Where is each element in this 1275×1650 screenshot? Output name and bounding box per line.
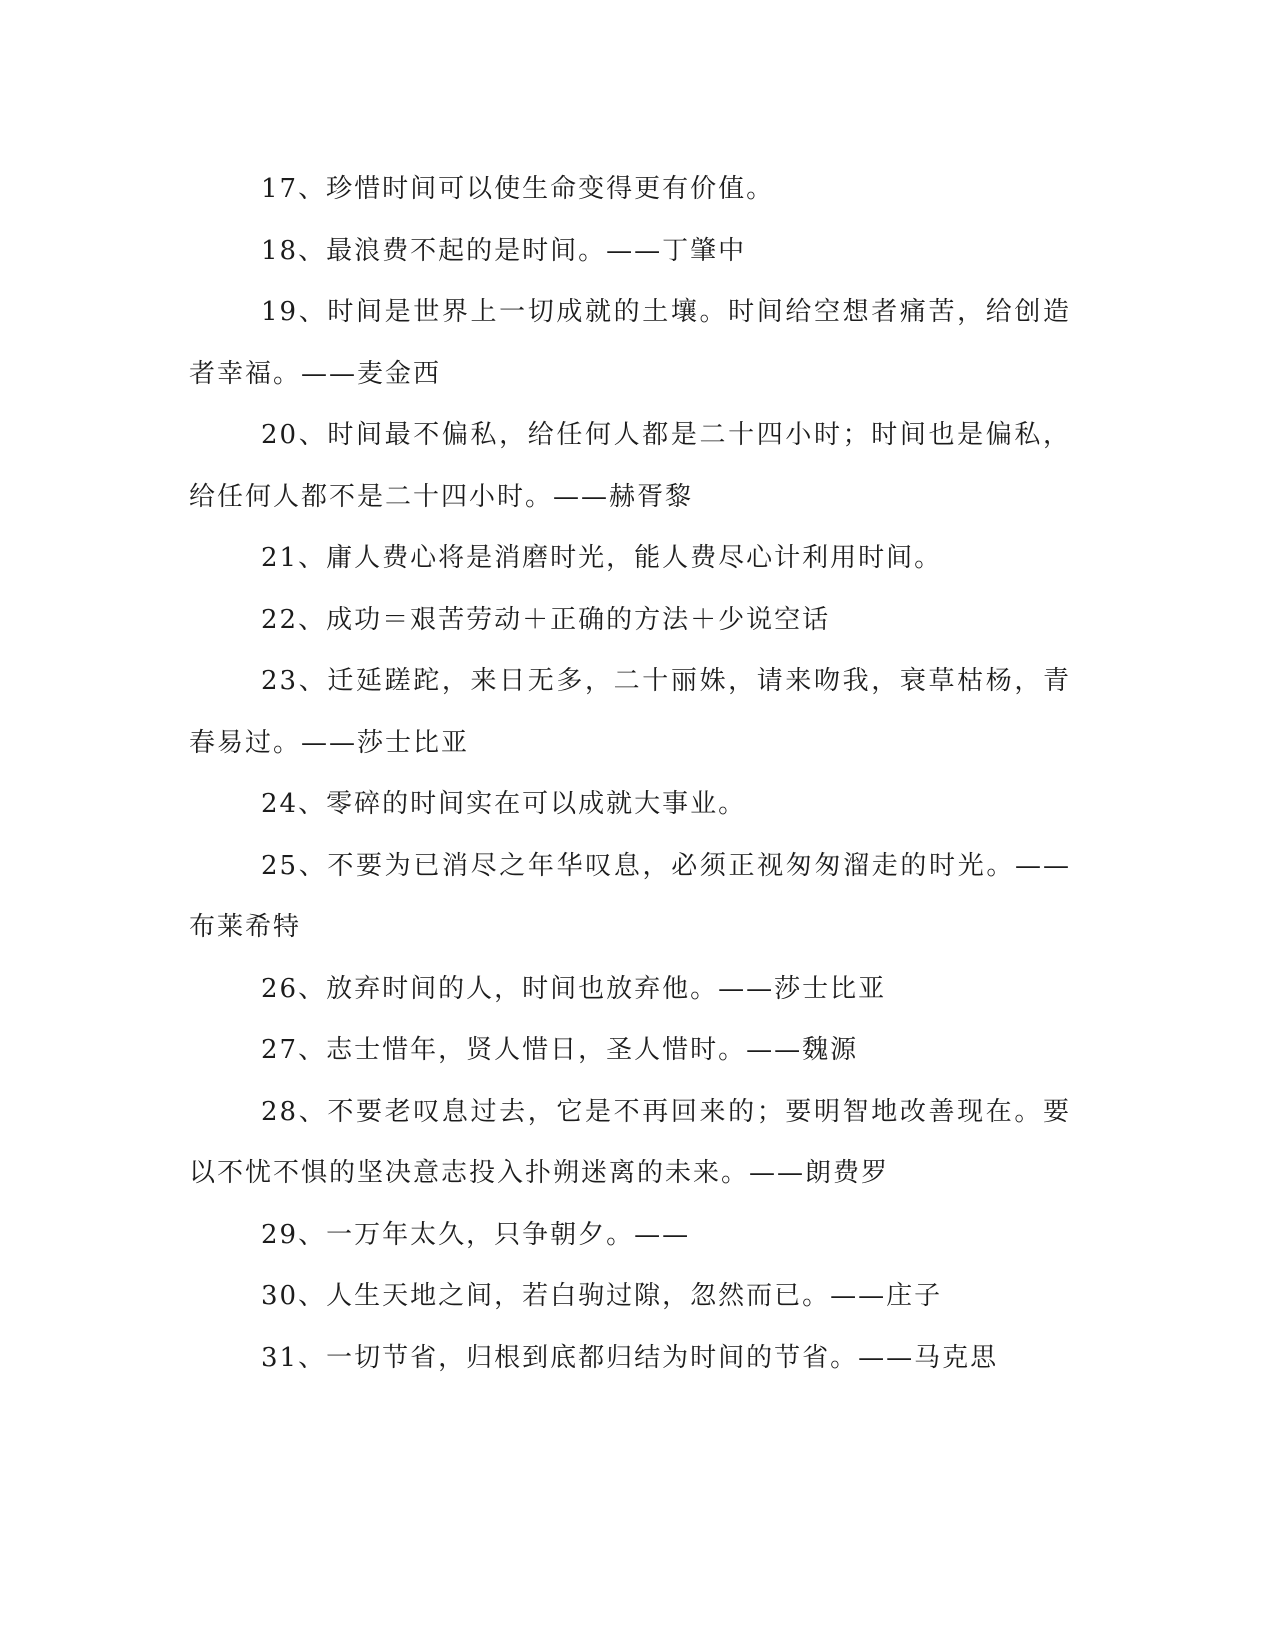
quote-paragraph-20: 20、时间最不偏私，给任何人都是二十四小时；时间也是偏私，给任何人都不是二十四小时。——赫胥黎: [189, 420, 1071, 512]
quote-paragraph-31: 31、一切节省，归根到底都归结为时间的节省。——马克思: [261, 1342, 999, 1373]
quote-paragraph-23: 23、迁延蹉跎，来日无多，二十丽姝，请来吻我，衰草枯杨，青春易过。——莎士比亚: [189, 666, 1071, 758]
quote-paragraph-22: 22、成功＝艰苦劳动＋正确的方法＋少说空话: [261, 604, 831, 635]
quote-paragraph-17: 17、珍惜时间可以使生命变得更有价值。: [261, 174, 775, 204]
quote-paragraph-28: 28、不要老叹息过去，它是不再回来的；要明智地改善现在。要以不忧不惧的坚决意志投入扑朔迷离的未来。——朗费罗: [189, 1096, 1071, 1188]
quote-paragraph-29: 29、一万年太久，只争朝夕。——: [261, 1219, 691, 1250]
quote-paragraph-27: 27、志士惜年，贤人惜日，圣人惜时。——魏源: [261, 1035, 859, 1065]
quote-paragraph-21: 21、庸人费心将是消磨时光，能人费尽心计利用时间。: [261, 543, 943, 573]
quote-paragraph-19: 19、时间是世界上一切成就的土壤。时间给空想者痛苦，给创造者幸福。——麦金西: [189, 297, 1071, 389]
quote-paragraph-30: 30、人生天地之间，若白驹过隙，忽然而已。——庄子: [261, 1281, 943, 1311]
quote-paragraph-18: 18、最浪费不起的是时间。——丁肇中: [261, 235, 747, 266]
quote-paragraph-25: 25、不要为已消尽之年华叹息，必须正视匆匆溜走的时光。——布莱希特: [189, 850, 1071, 942]
quote-list: [189, 159, 1071, 1389]
quote-paragraph-26: 26、放弃时间的人，时间也放弃他。——莎士比亚: [261, 973, 887, 1004]
quote-paragraph-24: 24、零碎的时间实在可以成就大事业。: [261, 789, 747, 819]
